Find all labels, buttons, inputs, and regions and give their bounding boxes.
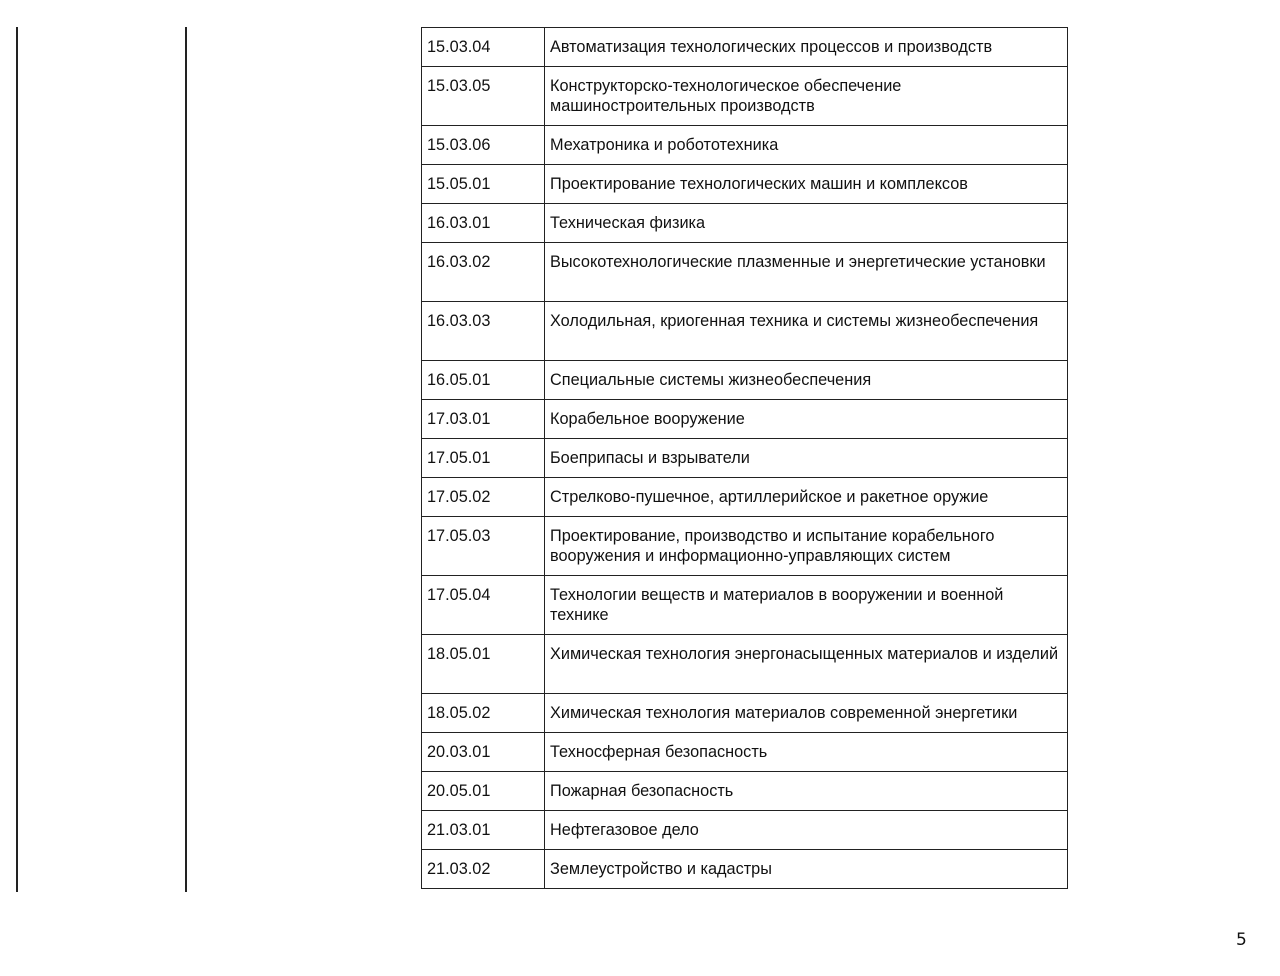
specialty-code: 17.05.02 [422, 478, 545, 517]
specialty-name: Высокотехнологические плазменные и энергетические установки [545, 243, 1068, 302]
specialty-code: 17.05.04 [422, 576, 545, 635]
table-row [422, 204, 1068, 243]
specialty-code: 16.03.02 [422, 243, 545, 302]
specialty-code: 18.05.02 [422, 694, 545, 733]
page-number: 5 [1236, 930, 1247, 950]
specialties-table [421, 27, 1068, 889]
table-row [422, 811, 1068, 850]
specialty-code: 16.03.01 [422, 204, 545, 243]
specialty-code: 20.03.01 [422, 733, 545, 772]
specialty-name: Технологии веществ и материалов в вооружении и военной технике [545, 576, 1068, 635]
table-row [422, 635, 1068, 694]
specialty-name: Боеприпасы и взрыватели [545, 439, 1068, 478]
specialty-code: 16.05.01 [422, 361, 545, 400]
table-row [422, 400, 1068, 439]
table-row [422, 439, 1068, 478]
specialty-code: 15.03.04 [422, 28, 545, 67]
specialty-name: Химическая технология материалов современной энергетики [545, 694, 1068, 733]
specialty-code: 15.03.06 [422, 126, 545, 165]
specialty-code: 17.05.01 [422, 439, 545, 478]
specialty-code: 18.05.01 [422, 635, 545, 694]
table-row [422, 165, 1068, 204]
specialty-code: 15.03.05 [422, 67, 545, 126]
specialty-name: Пожарная безопасность [545, 772, 1068, 811]
specialty-name: Стрелково-пушечное, артиллерийское и ракетное оружие [545, 478, 1068, 517]
table-row [422, 126, 1068, 165]
specialty-name: Химическая технология энергонасыщенных материалов и изделий [545, 635, 1068, 694]
specialty-code: 17.05.03 [422, 517, 545, 576]
specialty-name: Холодильная, криогенная техника и системы жизнеобеспечения [545, 302, 1068, 361]
table-row [422, 576, 1068, 635]
table-row [422, 850, 1068, 889]
specialty-name: Землеустройство и кадастры [545, 850, 1068, 889]
specialty-name: Техносферная безопасность [545, 733, 1068, 772]
specialty-name: Автоматизация технологических процессов и производств [545, 28, 1068, 67]
table-row [422, 361, 1068, 400]
table-row [422, 67, 1068, 126]
table-row [422, 243, 1068, 302]
table-row [422, 733, 1068, 772]
table-row [422, 772, 1068, 811]
left-border-line [16, 27, 18, 892]
specialty-name: Проектирование технологических машин и комплексов [545, 165, 1068, 204]
table-row [422, 694, 1068, 733]
specialty-code: 21.03.01 [422, 811, 545, 850]
table-row [422, 478, 1068, 517]
specialty-name: Техническая физика [545, 204, 1068, 243]
specialty-name: Мехатроника и робототехника [545, 126, 1068, 165]
column-divider-line [185, 27, 187, 892]
specialties-table-body [422, 28, 1068, 889]
specialty-name: Специальные системы жизнеобеспечения [545, 361, 1068, 400]
specialty-name: Корабельное вооружение [545, 400, 1068, 439]
specialty-code: 21.03.02 [422, 850, 545, 889]
specialty-code: 15.05.01 [422, 165, 545, 204]
specialty-name: Проектирование, производство и испытание корабельного вооружения и информационно-управляющих систем [545, 517, 1068, 576]
table-row [422, 302, 1068, 361]
specialty-code: 20.05.01 [422, 772, 545, 811]
specialty-name: Конструкторско-технологическое обеспечение машиностроительных производств [545, 67, 1068, 126]
table-row [422, 517, 1068, 576]
table-row [422, 28, 1068, 67]
specialty-code: 16.03.03 [422, 302, 545, 361]
specialty-code: 17.03.01 [422, 400, 545, 439]
specialty-name: Нефтегазовое дело [545, 811, 1068, 850]
